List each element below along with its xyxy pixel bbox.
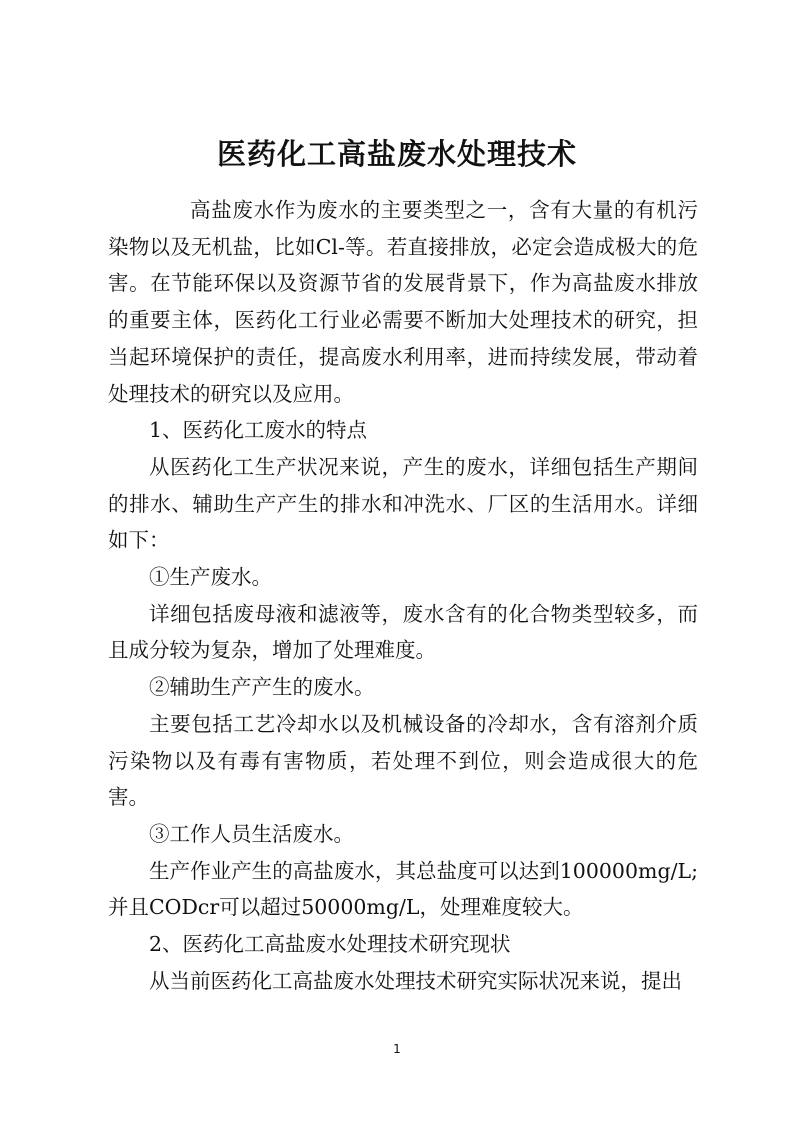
- section-heading-2: 2、医药化工高盐废水处理技术研究现状: [149, 932, 511, 957]
- list-item-heading: ③工作人员生活废水。: [149, 821, 354, 846]
- intro-paragraph: 高盐废水作为废水的主要类型之一，含有大量的有机污染物以及无机盐，比如Cl-等。若直接排放，必定会造成极大的危害。在节能环保以及资源节省的发展背景下，作为高盐废水排放的重要主体，医药化工行业必需要不断加大处理技术的研究，担当起环境保护的责任，提高废水利用率，进而持续发展，带动着处理技术的研究以及应用。: [108, 198, 698, 406]
- page-number: 1: [393, 1042, 401, 1056]
- document-title: 医药化工高盐废水处理技术: [216, 137, 577, 171]
- section-heading-1: 1、医药化工废水的特点: [149, 418, 368, 443]
- body-paragraph: 详细包括废母液和滤液等，废水含有的化合物类型较多，而且成分较为复杂，增加了处理难度。: [108, 601, 698, 663]
- body-paragraph: 从医药化工生产状况来说，产生的废水，详细包括生产期间的排水、辅助生产产生的排水和冲洗水、厂区的生活用水。详细如下：: [108, 454, 698, 553]
- body-paragraph: 主要包括工艺冷却水以及机械设备的冷却水，含有溶剂介质污染物以及有毒有害物质，若处理不到位，则会造成很大的危害。: [108, 711, 698, 810]
- body-paragraph: 从当前医药化工高盐废水处理技术研究实际状况来说，提出: [149, 968, 682, 993]
- list-item-heading: ①生产废水。: [149, 565, 272, 590]
- body-paragraph: 生产作业产生的高盐废水，其总盐度可以达到100000mg/L;并且CODcr可以超过50000mg/L，处理难度较大。: [108, 858, 698, 920]
- document-body: [108, 192, 698, 999]
- list-item-heading: ②辅助生产产生的废水。: [149, 675, 375, 700]
